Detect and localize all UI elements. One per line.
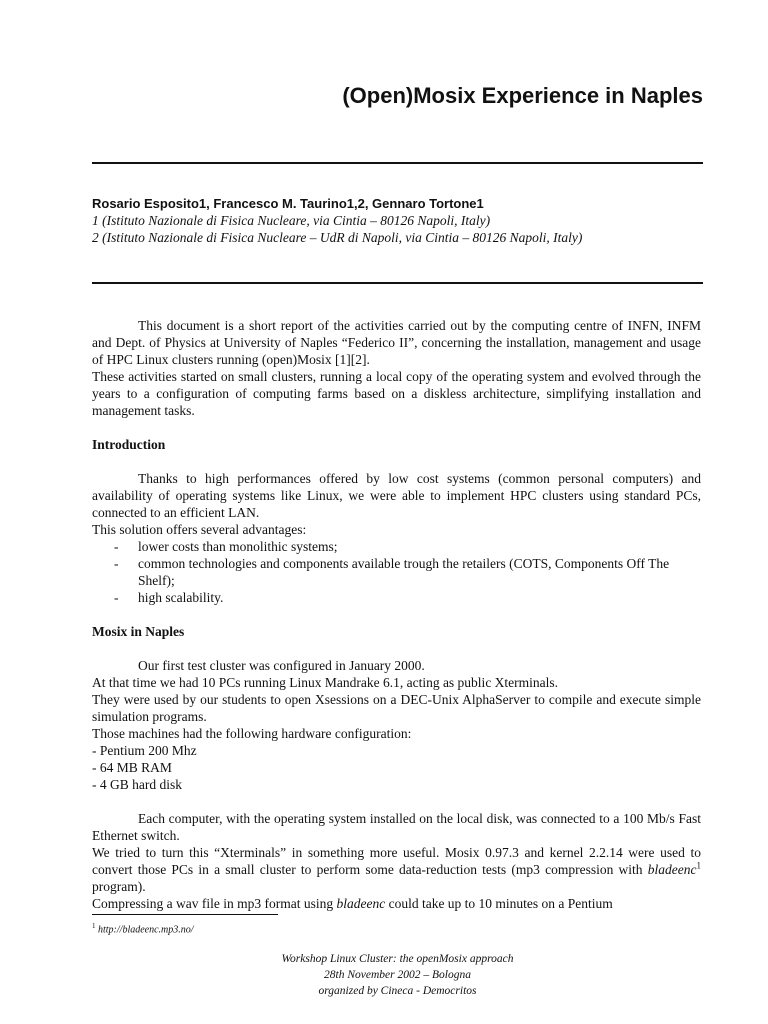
footnote-link[interactable]: http://bladeenc.mp3.no/ — [95, 924, 194, 936]
footnote-marker: 1 — [696, 860, 701, 871]
spacer — [92, 640, 701, 657]
section-heading-introduction: Introduction — [92, 437, 166, 452]
document-title: (Open)Mosix Experience in Naples — [342, 83, 703, 108]
list-item: - high scalability. — [92, 589, 701, 606]
mosix-line: They were used by our students to open Xsessions on a DEC-Unix AlphaServer to compile and execute simple simulation programs. — [92, 692, 701, 724]
list-item: - common technologies and components available trough the retailers (COTS, Components Off The Shelf); — [92, 555, 701, 589]
spacer — [92, 453, 701, 470]
section-heading-mosix: Mosix in Naples — [92, 624, 185, 639]
paragraph-text: program). — [92, 879, 146, 894]
hardware-line: - 4 GB hard disk — [92, 777, 182, 792]
list-item: - lower costs than monolithic systems; — [92, 538, 701, 555]
hardware-line: - 64 MB RAM — [92, 760, 172, 775]
footnote-rule — [92, 914, 278, 915]
document-body — [92, 317, 701, 912]
mosix-line: Those machines had the following hardware configuration: — [92, 726, 412, 741]
footer-line-3: organized by Cineca - Democritos — [318, 985, 477, 997]
software-name: bladeenc — [336, 896, 386, 911]
footer-line-2: 28th November 2002 – Bologna — [324, 969, 471, 981]
intro-paragraph: This document is a short report of the activities carried out by the computing centre of INFN, INFM and Dept. of Physics at University of Naples “Federico II”, concerning the installation, management and usage of HPC Linux clusters running (open)Mosix [1][2]. — [92, 318, 701, 367]
affiliation-1: 1 (Istituto Nazionale di Fisica Nucleare, via Cintia – 80126 Napoli, Italy) — [92, 213, 491, 228]
advantages-list — [92, 538, 701, 606]
mosix-paragraph-4 — [92, 895, 701, 912]
author-list: Rosario Esposito1, Francesco M. Taurino1,2, Gennaro Tortone1 — [92, 196, 484, 211]
introduction-paragraph: Thanks to high performances offered by low cost systems (common personal computers) and availability of operating systems like Linux, we were able to implement HPC clusters using standard PCs, connected to an efficient LAN. — [92, 471, 701, 520]
paragraph-text: Compressing a wav file in mp3 format using — [92, 896, 337, 911]
paragraph-text: could take up to 10 minutes on a Pentium — [385, 896, 613, 911]
page-footer — [92, 951, 703, 999]
paragraph-text: We tried to turn this “Xterminals” in something more useful. Mosix 0.97.3 and kernel 2.2.14 were used to convert those PCs in a small cluster to perform some data-reduction tests (mp3 compression with — [92, 845, 701, 877]
spacer — [92, 419, 701, 436]
software-name: bladeenc — [647, 862, 697, 877]
mosix-paragraph-2: Each computer, with the operating system installed on the local disk, was connected to a 100 Mb/s Fast Ethernet switch. — [92, 811, 701, 843]
mosix-first-line: Our first test cluster was configured in January 2000. — [138, 658, 425, 673]
intro-paragraph-2: These activities started on small clusters, running a local copy of the operating system and evolved through the years to a configuration of computing farms based on a diskless architecture, simplifying installation and management tasks. — [92, 369, 701, 418]
spacer — [92, 793, 701, 810]
mosix-paragraph-3 — [92, 844, 701, 895]
footer-line-1: Workshop Linux Cluster: the openMosix approach — [281, 953, 514, 965]
spacer — [92, 606, 701, 623]
hardware-line: - Pentium 200 Mhz — [92, 743, 197, 758]
affiliation-2: 2 (Istituto Nazionale di Fisica Nucleare – UdR di Napoli, via Cintia – 80126 Napoli, Italy) — [92, 230, 583, 245]
mosix-line: At that time we had 10 PCs running Linux Mandrake 6.1, acting as public Xterminals. — [92, 675, 559, 690]
introduction-lead: This solution offers several advantages: — [92, 522, 307, 537]
footnote — [92, 919, 194, 937]
header-rule-top — [92, 162, 703, 164]
footnote-number: 1 — [92, 922, 96, 930]
header-rule-bottom — [92, 282, 703, 284]
